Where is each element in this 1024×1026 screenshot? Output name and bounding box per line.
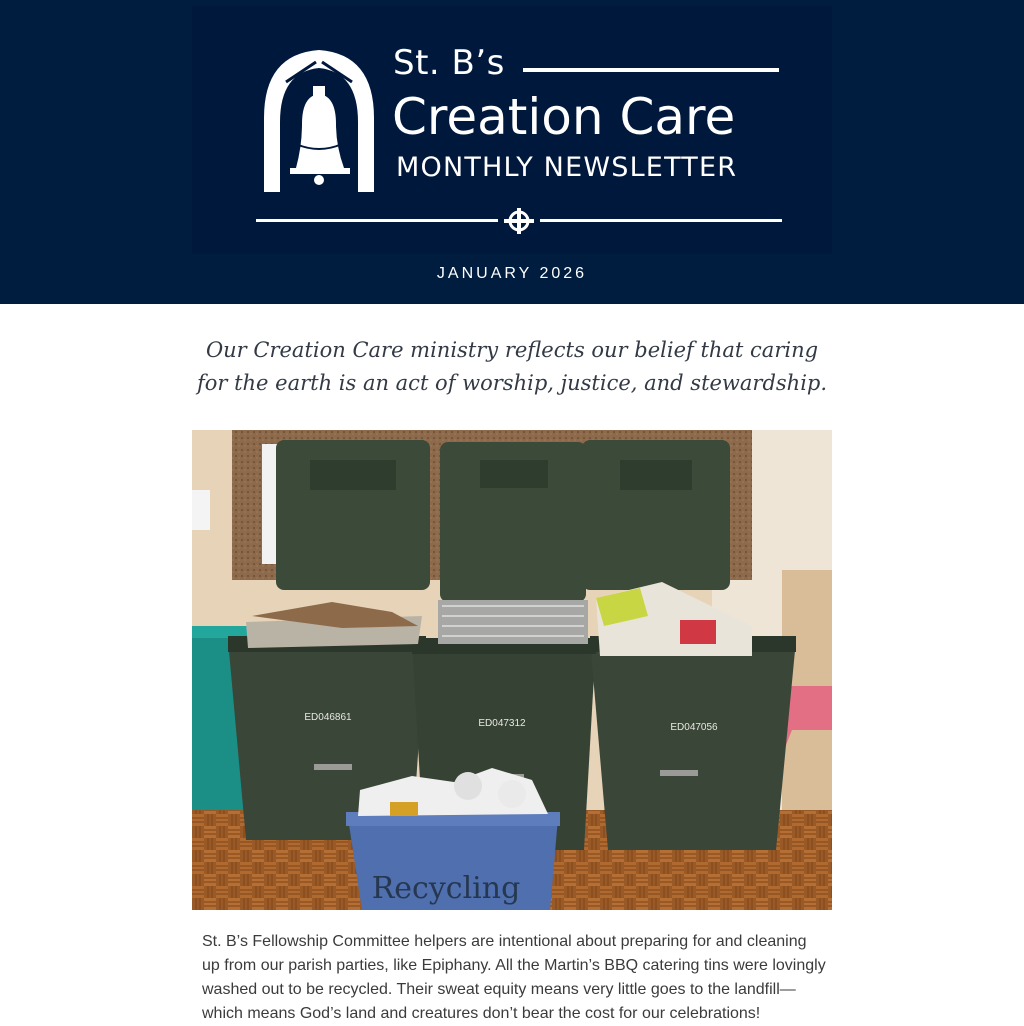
bin-label-2: ED047312	[478, 718, 526, 729]
brand-short-name: St. B’s	[393, 43, 505, 83]
celtic-cross-icon	[256, 208, 782, 234]
mission-statement: Our Creation Care ministry reflects our belief that caring for the earth is an act of worship, justice, and stewardship.	[196, 338, 828, 395]
newsletter-masthead	[192, 6, 832, 254]
bin-label-1: ED046861	[304, 712, 352, 723]
recycling-box-label: Recycling	[371, 871, 521, 906]
bin-label-3: ED047056	[670, 722, 718, 733]
issue-date: JANUARY 2026	[436, 265, 588, 282]
newsletter-title: Creation Care	[392, 88, 736, 146]
bell-arch-logo-icon	[256, 46, 382, 192]
recycling-bins-photo	[192, 430, 832, 910]
brand-divider-top	[523, 68, 779, 72]
newsletter-subtitle: MONTHLY NEWSLETTER	[396, 152, 738, 183]
article-body: St. B’s Fellowship Committee helpers are intentional about preparing for and cleaning up from our parish parties, like Epiphany. All the Martin’s BBQ catering tins were lovingly washed out to be recycled. Their sweat equity means very little goes to the landfill—which means God’s land and creatures don’t bear the cost for our celebrations!	[202, 933, 826, 1022]
